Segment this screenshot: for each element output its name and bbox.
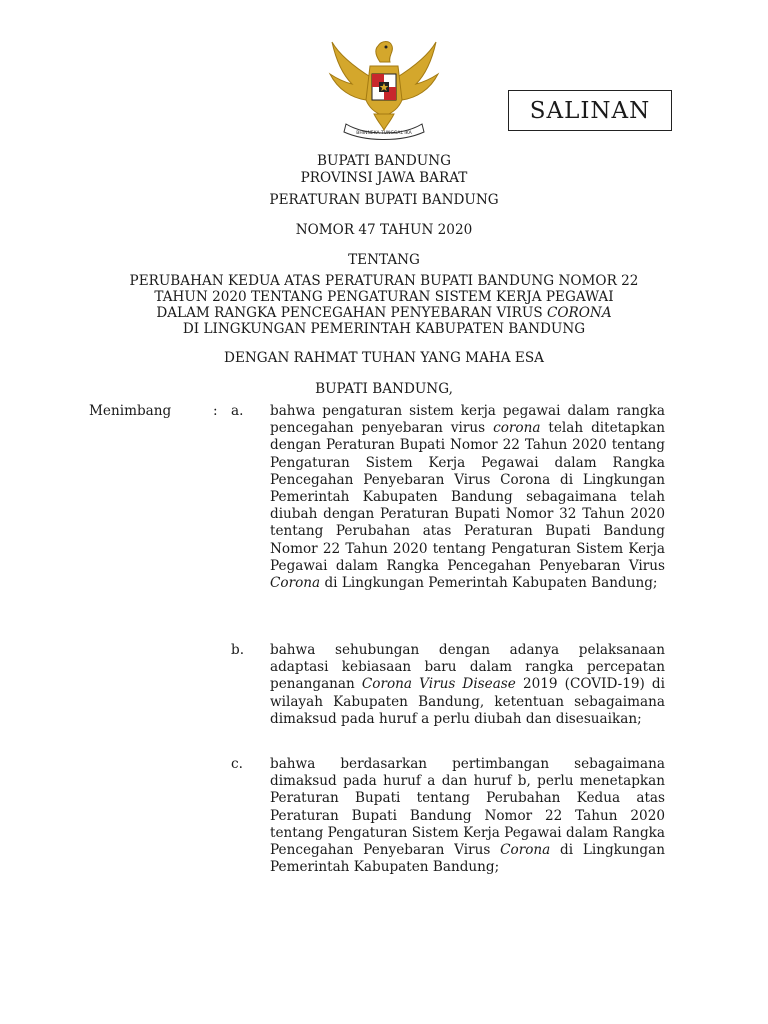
item-a-part3: di Lingkungan Pemerintah Kabupaten Bandung; (320, 575, 658, 592)
item-b-part2: 2019 (COVID-19) di wilayah Kabupaten Bandung, ketentuan sebagaimana dimaksud pada huruf a perlu diubah dan disesuaikan; (270, 676, 665, 727)
about-label: TENTANG (348, 252, 420, 268)
title-line-1: PERUBAHAN KEDUA ATAS PERATURAN BUPATI BANDUNG NOMOR 22 (129, 273, 639, 289)
considering-colon: : (213, 403, 218, 419)
authority: BUPATI BANDUNG, (315, 381, 453, 397)
item-c-italic1: Corona (500, 842, 551, 859)
considering-label: Menimbang (89, 403, 172, 419)
header-line1: BUPATI BANDUNG (317, 153, 451, 169)
item-b-letter: b. (231, 642, 245, 658)
salinan-stamp: SALINAN (508, 90, 672, 131)
item-c-text (270, 756, 665, 876)
item-a-part2: telah ditetapkan dengan Peraturan Bupati Nomor 22 Tahun 2020 tentang Pengaturan Sistem Kerja Pegawai dalam Rangka Pencegahan Penyebaran Virus Corona di Lingkungan Pemerintah Kabupaten Bandung sebagaimana telah diubah dengan Peraturan Bupati Nomor 32 Tahun 2020 tentang Perubahan atas Peraturan Bupati Bandung Nomor 22 Tahun 2020 tentang Pengaturan Sistem Kerja Pegawai dalam Rangka Pencegahan Penyebaran Virus (270, 420, 665, 574)
title-line-3-italic: CORONA (547, 305, 612, 321)
emblem-motto: BHINNEKA TUNGGAL IKA (356, 131, 412, 136)
garuda-emblem-icon (326, 38, 442, 142)
header-line2: PROVINSI JAWA BARAT (300, 170, 468, 186)
regulation-number: NOMOR 47 TAHUN 2020 (295, 222, 473, 238)
item-b-text (270, 642, 665, 728)
item-c-part1: bahwa berdasarkan pertimbangan sebagaimana dimaksud pada huruf a dan huruf b, perlu menetapkan Peraturan Bupati tentang Perubahan Kedua atas Peraturan Bupati Bandung Nomor 22 Tahun 2020 tentang Pengaturan Sistem Kerja Pegawai dalam Rangka Pencegahan Penyebaran Virus (270, 756, 665, 859)
item-a-part1: bahwa pengaturan sistem kerja pegawai dalam rangka pencegahan penyebaran virus (270, 403, 665, 437)
regulation-type: PERATURAN BUPATI BANDUNG (269, 192, 499, 208)
title-line-3-text: DALAM RANGKA PENCEGAHAN PENYEBARAN VIRUS (156, 305, 547, 321)
invocation: DENGAN RAHMAT TUHAN YANG MAHA ESA (224, 350, 544, 366)
item-a-text (270, 403, 665, 592)
title-line-3 (80, 305, 688, 322)
title-line-4: DI LINGKUNGAN PEMERINTAH KABUPATEN BANDUNG (182, 321, 586, 337)
title-line-2: TAHUN 2020 TENTANG PENGATURAN SISTEM KERJA PEGAWAI (154, 289, 614, 305)
item-a-italic1: corona (493, 420, 541, 437)
item-b-italic1: Corona Virus Disease (361, 676, 516, 693)
item-c-part2: di Lingkungan Pemerintah Kabupaten Bandung; (270, 842, 665, 876)
item-c-letter: c. (231, 756, 243, 772)
item-a-letter: a. (231, 403, 244, 419)
item-b-part1: bahwa sehubungan dengan adanya pelaksanaan adaptasi kebiasaan baru dalam rangka percepatan penanganan (270, 642, 665, 693)
item-a-italic2: Corona (270, 575, 321, 592)
